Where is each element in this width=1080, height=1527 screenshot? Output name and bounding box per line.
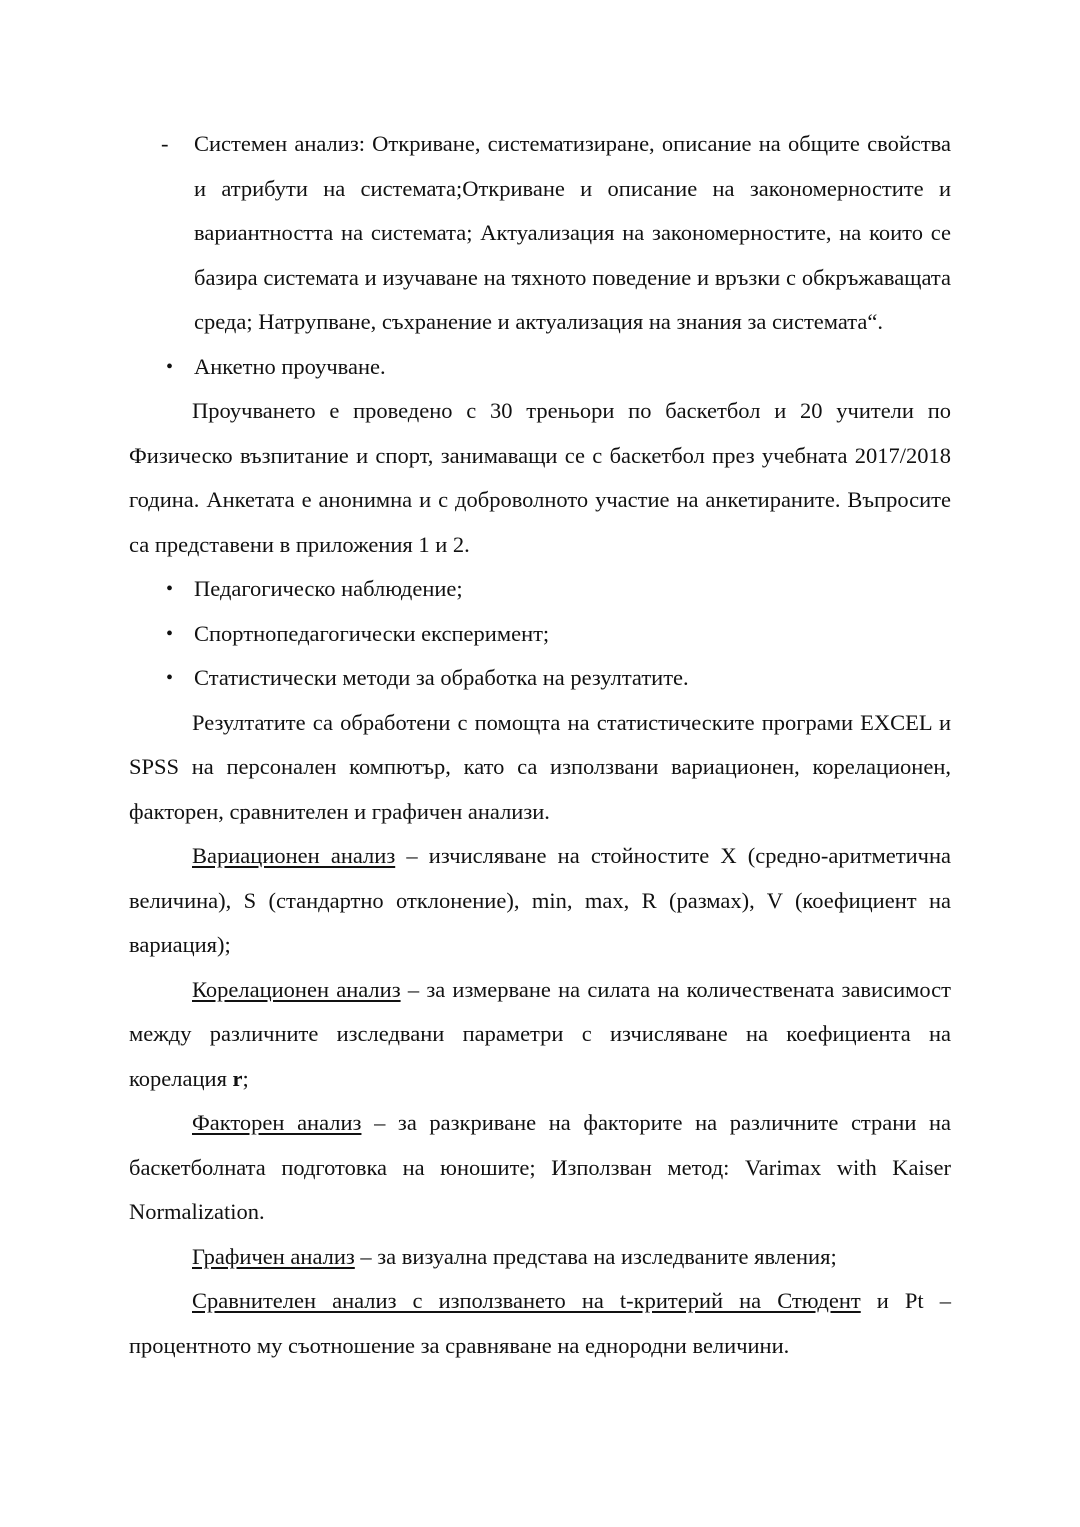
bullet-experiment xyxy=(129,612,951,657)
dash-marker: - xyxy=(161,131,169,156)
survey-paragraph: Проучването е проведено с 30 треньори по баскетбол и 20 учители по Физическо възпитание и спорт, занимаващи се с баскетбол през учебната 2017/2018 година. Анкетата е анонимна и с доброволното участие на анкетираните. Въпросите са представени в приложения 1 и 2. xyxy=(129,398,951,557)
graphic-term: Графичен анализ xyxy=(192,1243,355,1269)
correlation-term: Корелационен анализ xyxy=(192,976,401,1002)
factor-text: – за разкриване на факторите на различните страни на баскетболната подготовка на юношите; Използван метод: Varimax with Kaiser Normalization. xyxy=(129,1110,951,1224)
bullet-icon: • xyxy=(166,667,174,689)
graphic-text: – за визуална представа на изследваните явления; xyxy=(354,1243,837,1269)
bullet-icon: • xyxy=(166,355,174,378)
systemic-analysis-text: Системен анализ: Откриване, систематизиране, описание на общите свойства и атрибути на системата;Откриване и описание на закономерностите и вариантността на системата; Актуализация на закономерностите, на които се базира системата и изучаване на тяхното поведение и връзки с обкръжаващата среда; Натрупване, съхранение и актуализация на знания за системата“. xyxy=(194,131,951,334)
comparative-text: и Pt – процентното му съотношение за сравняване на еднородни величини. xyxy=(129,1288,951,1358)
correlation-symbol: r xyxy=(232,1065,243,1091)
factor-paragraph xyxy=(129,1101,951,1235)
bullet-experiment-text: Спортнопедагогически експеримент; xyxy=(194,620,550,646)
bullet-survey xyxy=(129,345,951,390)
variation-text: – изчисляване на стойностите X (средно-аритметична величина), S (стандартно отклонение), min, max, R (размах), V (коефициент на вариация); xyxy=(129,843,951,957)
bullet-icon: • xyxy=(166,622,174,645)
bullet-observation-text: Педагогическо наблюдение; xyxy=(194,576,463,601)
bullet-observation xyxy=(129,567,951,612)
correlation-text: – за измерване на силата на количествената зависимост между различните изследвани параметри с изчисляване на коефициента на корелация xyxy=(129,976,951,1091)
variation-term: Вариационен анализ xyxy=(192,843,396,868)
bullet-icon: • xyxy=(166,578,174,600)
page-content xyxy=(129,122,951,1368)
graphic-paragraph xyxy=(129,1235,951,1280)
bullet-statistics-text: Статистически методи за обработка на резултатите. xyxy=(194,665,689,690)
systemic-analysis-item xyxy=(129,122,951,345)
factor-term: Факторен анализ xyxy=(192,1110,362,1135)
results-paragraph: Резултатите са обработени с помощта на статистическите програми EXCEL и SPSS на персонален компютър, като са използвани вариационен, корелационен, факторен, сравнителен и графичен анализи. xyxy=(129,709,951,824)
correlation-end: ; xyxy=(242,1065,249,1091)
bullet-survey-text: Анкетно проучване. xyxy=(194,353,386,379)
correlation-paragraph xyxy=(129,968,951,1102)
comparative-term: Сравнителен анализ с използването на t-критерий на Стюдент xyxy=(192,1288,861,1313)
variation-paragraph xyxy=(129,834,951,968)
bullet-statistics xyxy=(129,656,951,701)
comparative-paragraph xyxy=(129,1279,951,1368)
